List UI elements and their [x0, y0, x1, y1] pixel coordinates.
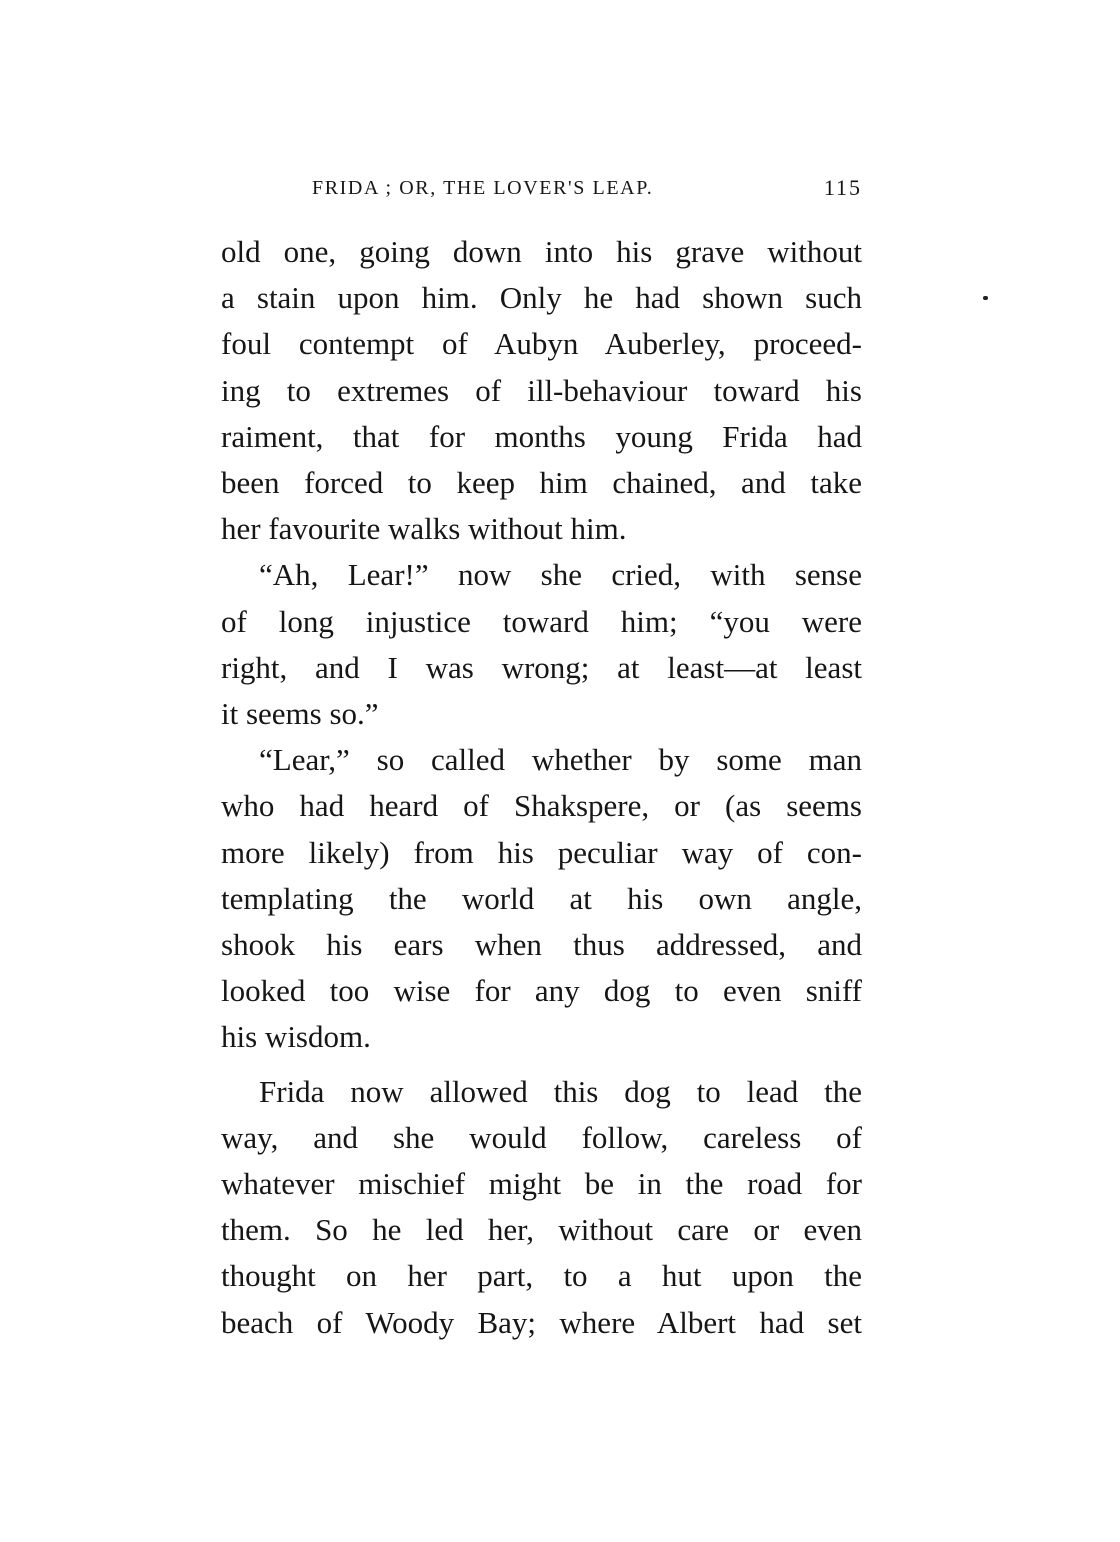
text-line: beach of Woody Bay; where Albert had set [221, 1304, 862, 1340]
text-line: Frida now allowed this dog to lead the [259, 1073, 862, 1109]
running-head [312, 172, 862, 204]
text-line: “Lear,” so called whether by some man [259, 742, 862, 778]
text-line: raiment, that for months young Frida had [221, 418, 862, 454]
text-line: “Ah, Lear!” now she cried, with sense [259, 557, 862, 593]
text-line: ing to extremes of ill-behaviour toward his [221, 372, 862, 408]
running-title: FRIDA ; OR, THE LOVER'S LEAP. [312, 177, 654, 199]
text-line: her favourite walks without him. [221, 511, 627, 547]
text-line: whatever mischief might be in the road for [221, 1166, 862, 1202]
paragraph-4 [221, 1069, 862, 1346]
text-line: them. So he led her, without care or even [221, 1212, 862, 1248]
text-line: who had heard of Shakspere, or (as seems [221, 788, 862, 824]
paragraph-3 [221, 737, 862, 1060]
body-text [221, 229, 862, 1346]
text-line: looked too wise for any dog to even sniff [221, 973, 862, 1009]
ink-speck [983, 296, 988, 300]
text-line: of long injustice toward him; “you were [221, 603, 862, 639]
text-line: right, and I was wrong; at least—at least [221, 649, 862, 685]
text-line: foul contempt of Aubyn Auberley, proceed- [221, 326, 862, 362]
text-line: old one, going down into his grave without [221, 234, 862, 269]
text-line: shook his ears when thus addressed, and [221, 927, 862, 963]
paragraph-1 [221, 229, 862, 552]
text-line: it seems so.” [221, 696, 379, 732]
text-line: more likely) from his peculiar way of con- [221, 834, 862, 870]
text-line: been forced to keep him chained, and take [221, 465, 862, 501]
text-line: a stain upon him. Only he had shown such [221, 280, 862, 316]
text-line: way, and she would follow, careless of [221, 1119, 862, 1155]
paragraph-2 [221, 552, 862, 737]
text-line: thought on her part, to a hut upon the [221, 1258, 862, 1294]
text-line: templating the world at his own angle, [221, 880, 862, 916]
text-line: his wisdom. [221, 1019, 371, 1055]
page-number: 115 [823, 175, 862, 200]
